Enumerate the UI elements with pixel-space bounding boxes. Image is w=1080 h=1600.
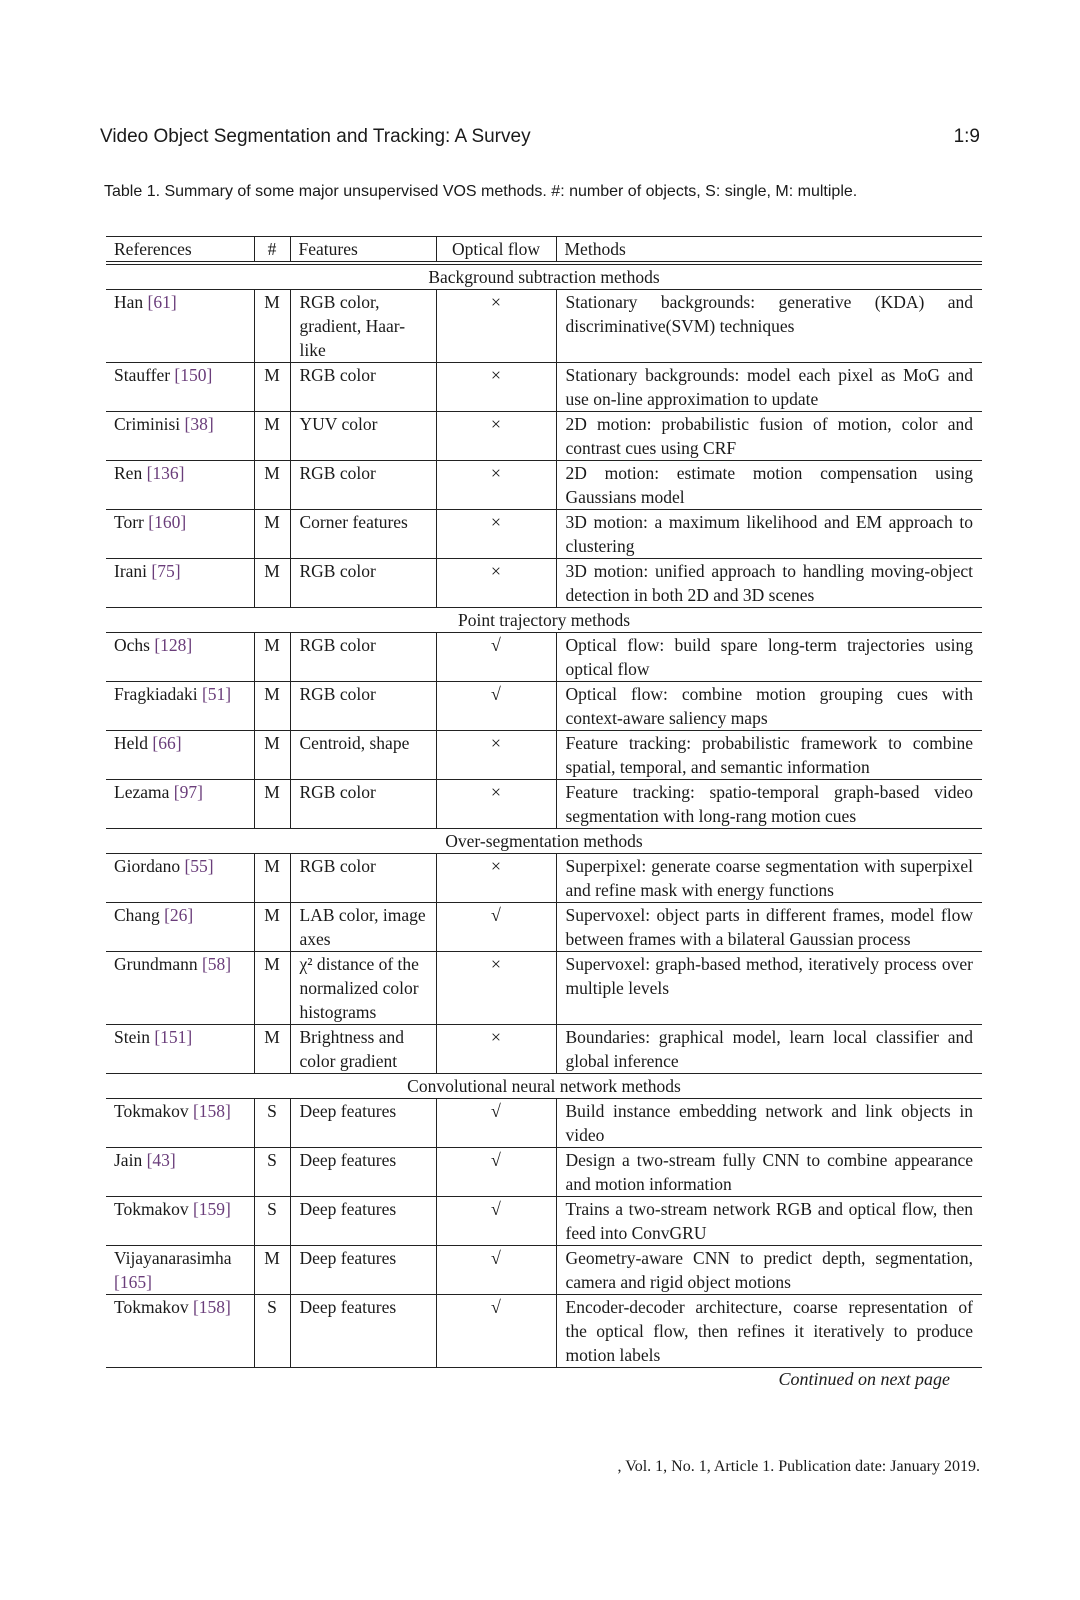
method-cell: Superpixel: generate coarse segmentation with superpixel and refine mask with energy functions (565, 856, 973, 900)
reference-cell (106, 412, 254, 461)
method-cell: Optical flow: combine motion grouping cues with context-aware saliency maps (565, 684, 973, 728)
optical-flow-cell (436, 559, 556, 608)
author-name: Stauffer (114, 365, 171, 385)
reference-cell (106, 559, 254, 608)
method-cell: 2D motion: probabilistic fusion of motion, color and contrast cues using CRF (565, 414, 973, 458)
optical-flow-cell (436, 1099, 556, 1148)
features-cell: RGB color (290, 854, 436, 903)
cross-icon: × (490, 365, 502, 385)
features-cell: Deep features (290, 1197, 436, 1246)
method-cell: Optical flow: build spare long-term trajectories using optical flow (565, 635, 973, 679)
check-icon: √ (491, 1101, 501, 1121)
author-name: Fragkiadaki (114, 684, 198, 704)
method-cell: Design a two-stream fully CNN to combine appearance and motion information (565, 1150, 973, 1194)
method-cell: Stationary backgrounds: model each pixel as MoG and use on-line approximation to update (565, 365, 973, 409)
citation-link[interactable]: [75] (151, 561, 181, 581)
reference-cell (106, 903, 254, 952)
reference-cell (106, 290, 254, 363)
table-row (106, 1197, 982, 1246)
table-body (106, 263, 982, 1368)
method-cell: Encoder-decoder architecture, coarse representation of the optical flow, then refines it iteratively to produce motion labels (565, 1297, 973, 1365)
method-cell: Supervoxel: graph-based method, iteratively process over multiple levels (565, 954, 973, 998)
objects-cell: M (254, 682, 290, 731)
method-cell: Feature tracking: spatio-temporal graph-based video segmentation with long-rang motion cues (565, 782, 973, 826)
method-cell: 2D motion: estimate motion compensation using Gaussians model (565, 463, 973, 507)
citation-link[interactable]: [97] (173, 782, 203, 802)
reference-cell (106, 780, 254, 829)
features-cell: RGB color (290, 559, 436, 608)
author-name: Tokmakov (114, 1101, 189, 1121)
author-name: Criminisi (114, 414, 181, 434)
optical-flow-cell (436, 903, 556, 952)
objects-cell: M (254, 903, 290, 952)
table-row (106, 363, 982, 412)
table-row (106, 903, 982, 952)
section-title: Convolutional neural network methods (407, 1076, 681, 1096)
objects-cell: M (254, 461, 290, 510)
header-num: # (254, 237, 290, 264)
table-row (106, 412, 982, 461)
cross-icon: × (490, 954, 502, 974)
author-name: Stein (114, 1027, 150, 1047)
citation-link[interactable]: [66] (152, 733, 182, 753)
section-row (106, 829, 982, 854)
table-row (106, 510, 982, 559)
table-header-row (106, 237, 982, 264)
objects-cell: M (254, 290, 290, 363)
features-cell: Deep features (290, 1295, 436, 1368)
features-cell: RGB color (290, 461, 436, 510)
citation-link[interactable]: [128] (154, 635, 193, 655)
table-row (106, 1148, 982, 1197)
check-icon: √ (491, 905, 501, 925)
running-head (100, 126, 980, 152)
reference-cell (106, 1099, 254, 1148)
citation-link[interactable]: [136] (146, 463, 185, 483)
check-icon: √ (491, 635, 501, 655)
table-row (106, 633, 982, 682)
citation-link[interactable]: [58] (201, 954, 232, 974)
optical-flow-cell (436, 952, 556, 1025)
method-cell: Stationary backgrounds: generative (KDA) and discriminative(SVM) techniques (565, 292, 973, 336)
objects-cell: M (254, 559, 290, 608)
method-cell: Geometry-aware CNN to predict depth, segmentation, camera and rigid object motions (565, 1248, 973, 1292)
table-row (106, 1295, 982, 1368)
table-row (106, 952, 982, 1025)
objects-cell: M (254, 1246, 290, 1295)
citation-link[interactable]: [159] (192, 1199, 231, 1219)
table-row (106, 559, 982, 608)
optical-flow-cell (436, 1197, 556, 1246)
table-row (106, 1246, 982, 1295)
optical-flow-cell (436, 780, 556, 829)
features-cell: YUV color (290, 412, 436, 461)
section-title: Point trajectory methods (457, 610, 631, 630)
optical-flow-cell (436, 1295, 556, 1368)
features-cell: Centroid, shape (290, 731, 436, 780)
page-number: 1:9 (953, 126, 980, 147)
objects-cell: M (254, 363, 290, 412)
objects-cell: S (254, 1148, 290, 1197)
citation-link[interactable]: [26] (164, 905, 194, 925)
header-methods: Methods (564, 239, 626, 259)
reference-cell (106, 633, 254, 682)
section-row (106, 263, 982, 290)
features-cell: LAB color, image axes (290, 903, 436, 952)
optical-flow-cell (436, 1025, 556, 1074)
objects-cell: M (254, 780, 290, 829)
table-row (106, 682, 982, 731)
citation-link[interactable]: [160] (148, 512, 187, 532)
objects-cell: M (254, 633, 290, 682)
author-name: Tokmakov (114, 1199, 189, 1219)
citation-link[interactable]: [51] (201, 684, 232, 704)
check-icon: √ (491, 684, 501, 704)
author-name: Han (114, 292, 144, 312)
reference-cell (106, 461, 254, 510)
cross-icon: × (490, 856, 502, 876)
author-name: Torr (114, 512, 144, 532)
check-icon: √ (491, 1199, 501, 1219)
methods-table (106, 236, 982, 1368)
features-cell: Deep features (290, 1099, 436, 1148)
citation-link[interactable]: [158] (192, 1101, 231, 1121)
objects-cell: S (254, 1099, 290, 1148)
optical-flow-cell (436, 1148, 556, 1197)
check-icon: √ (491, 1248, 501, 1268)
table-row (106, 290, 982, 363)
method-cell: Build instance embedding network and link objects in video (565, 1101, 973, 1145)
author-name: Tokmakov (114, 1297, 189, 1317)
author-name: Held (114, 733, 149, 753)
citation-link[interactable]: [38] (184, 414, 214, 434)
header-features: Features (290, 237, 436, 264)
objects-cell: S (254, 1197, 290, 1246)
objects-cell: M (254, 510, 290, 559)
table-row (106, 780, 982, 829)
reference-cell (106, 1025, 254, 1074)
citation-link[interactable]: [43] (146, 1150, 176, 1170)
cross-icon: × (490, 512, 502, 532)
optical-flow-cell (436, 1246, 556, 1295)
objects-cell: M (254, 412, 290, 461)
cross-icon: × (490, 733, 502, 753)
method-cell: Trains a two-stream network RGB and optical flow, then feed into ConvGRU (565, 1199, 973, 1243)
objects-cell: S (254, 1295, 290, 1368)
features-cell: RGB color (290, 633, 436, 682)
reference-cell (106, 510, 254, 559)
objects-cell: M (254, 854, 290, 903)
check-icon: √ (491, 1297, 501, 1317)
reference-cell (106, 363, 254, 412)
author-name: Giordano (114, 856, 181, 876)
optical-flow-cell (436, 633, 556, 682)
features-cell: Deep features (290, 1246, 436, 1295)
features-cell: Corner features (290, 510, 436, 559)
cross-icon: × (490, 782, 502, 802)
optical-flow-cell (436, 412, 556, 461)
author-name: Jain (114, 1150, 143, 1170)
objects-cell: M (254, 952, 290, 1025)
reference-cell (106, 952, 254, 1025)
features-cell: Brightness and color gradient (290, 1025, 436, 1074)
author-name: Ochs (114, 635, 150, 655)
cross-icon: × (490, 1027, 502, 1047)
table-caption: Table 1. Summary of some major unsupervised VOS methods. #: number of objects, S: single, M: multiple. (104, 183, 858, 200)
citation-link[interactable]: [165] (114, 1272, 152, 1292)
author-name: Grundmann (114, 954, 198, 974)
author-name: Chang (114, 905, 160, 925)
continued-note: Continued on next page (778, 1369, 950, 1389)
table-row (106, 731, 982, 780)
reference-cell (106, 1148, 254, 1197)
features-cell: RGB color (290, 682, 436, 731)
header-optical-flow: Optical flow (436, 237, 556, 264)
method-cell: Supervoxel: object parts in different frames, model flow between frames with a bilateral Gaussian process (565, 905, 973, 949)
header-references: References (106, 237, 254, 264)
objects-cell: M (254, 1025, 290, 1074)
section-row (106, 1074, 982, 1099)
method-cell: Feature tracking: probabilistic framework to combine spatial, temporal, and semantic information (565, 733, 973, 777)
method-cell: 3D motion: a maximum likelihood and EM approach to clustering (565, 512, 973, 556)
reference-cell (106, 1246, 254, 1295)
section-title: Over-segmentation methods (445, 831, 643, 851)
features-cell: χ² distance of the normalized color histograms (290, 952, 436, 1025)
optical-flow-cell (436, 461, 556, 510)
reference-cell (106, 854, 254, 903)
table-row (106, 461, 982, 510)
check-icon: √ (491, 1150, 501, 1170)
author-name: Lezama (114, 782, 170, 802)
reference-cell (106, 731, 254, 780)
features-cell: Deep features (290, 1148, 436, 1197)
reference-cell (106, 682, 254, 731)
citation-link[interactable]: [158] (192, 1297, 231, 1317)
optical-flow-cell (436, 290, 556, 363)
running-head-title: Video Object Segmentation and Tracking: A Survey (100, 126, 531, 147)
cross-icon: × (490, 463, 502, 483)
reference-cell (106, 1197, 254, 1246)
citation-link[interactable]: [55] (184, 856, 214, 876)
reference-cell (106, 1295, 254, 1368)
features-cell: RGB color (290, 363, 436, 412)
author-name: Vijayanarasimha (114, 1248, 232, 1268)
objects-cell: M (254, 731, 290, 780)
cross-icon: × (490, 414, 502, 434)
optical-flow-cell (436, 682, 556, 731)
optical-flow-cell (436, 363, 556, 412)
author-name: Irani (114, 561, 148, 581)
method-cell: Boundaries: graphical model, learn local classifier and global inference (565, 1027, 973, 1071)
citation-link[interactable]: [150] (174, 365, 213, 385)
cross-icon: × (490, 561, 502, 581)
table-row (106, 1099, 982, 1148)
method-cell: 3D motion: unified approach to handling moving-object detection in both 2D and 3D scenes (565, 561, 973, 605)
section-title: Background subtraction methods (428, 267, 660, 287)
features-cell: RGB color (290, 780, 436, 829)
citation-link[interactable]: [151] (154, 1027, 193, 1047)
citation-link[interactable]: [61] (147, 292, 177, 312)
optical-flow-cell (436, 510, 556, 559)
table-row (106, 1025, 982, 1074)
author-name: Ren (114, 463, 143, 483)
optical-flow-cell (436, 854, 556, 903)
page-footer: , Vol. 1, No. 1, Article 1. Publication date: January 2019. (617, 1458, 980, 1475)
cross-icon: × (490, 292, 502, 312)
table-row (106, 854, 982, 903)
section-row (106, 608, 982, 633)
features-cell: RGB color, gradient, Haar-like (290, 290, 436, 363)
optical-flow-cell (436, 731, 556, 780)
